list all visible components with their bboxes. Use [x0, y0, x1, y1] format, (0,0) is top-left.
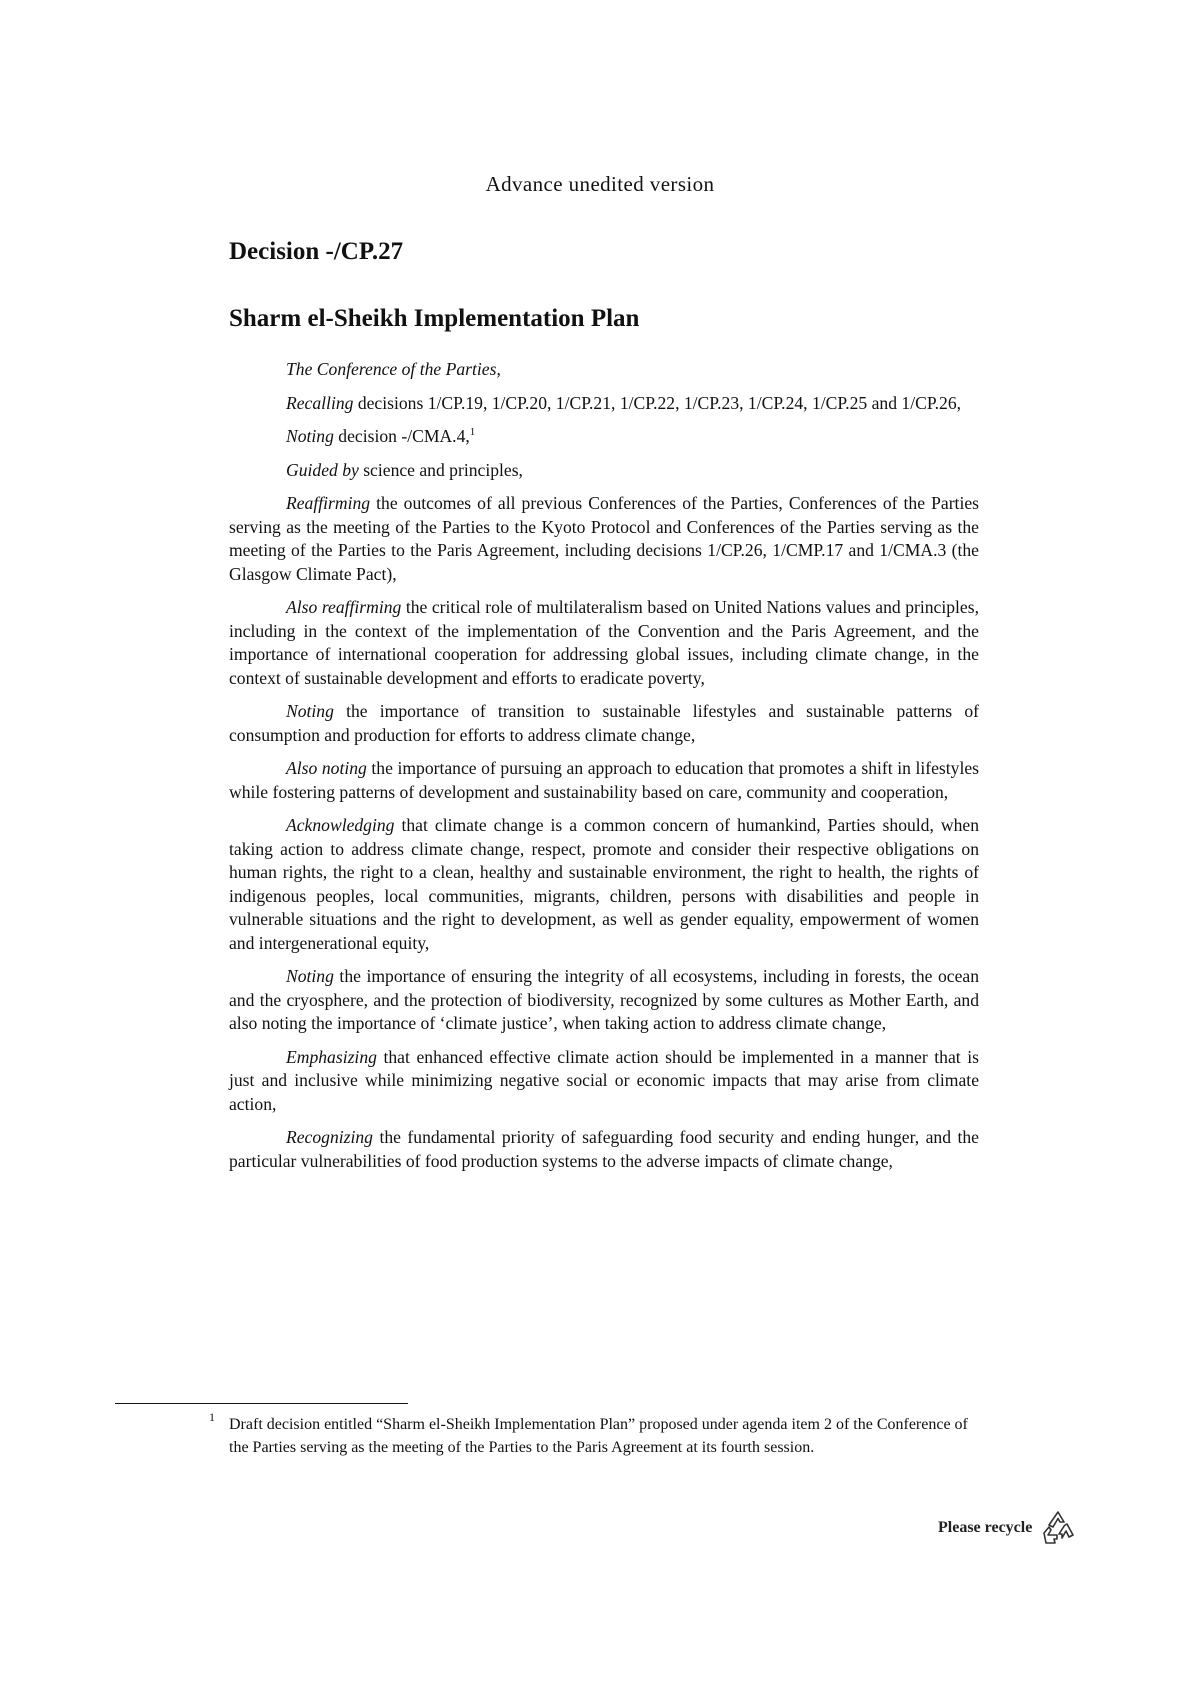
paragraph-text: science and principles, — [358, 459, 523, 480]
paragraph — [229, 358, 979, 382]
paragraph-text: the fundamental priority of safeguarding food security and ending hunger, and the particular vulnerabilities of food production systems to the adverse impacts of climate change, — [229, 1127, 979, 1171]
paragraph-lead: Noting — [286, 701, 334, 721]
footnote-reference[interactable]: 1 — [469, 426, 476, 439]
paragraph-lead: The Conference of the Parties — [286, 359, 497, 379]
paragraph-text: that enhanced effective climate action should be implemented in a manner that is just and inclusive while minimizing negative social or economic impacts that may arise from climate action, — [229, 1046, 979, 1114]
plan-title: Sharm el-Sheikh Implementation Plan — [229, 305, 640, 332]
paragraph-text: that climate change is a common concern of humankind, Parties should, when taking action to address climate change, respect, promote and consider their respective obligations on human rights, the right to a clean, healthy and sustainable environment, the right to health, the rights of indigenous peoples, local communities, migrants, children, persons with disabilities and people in vulnerable situations and the right to development, as well as gender equality, empowerment of women and intergenerational equity, — [229, 815, 979, 953]
decision-title: Decision -/CP.27 — [229, 238, 404, 265]
paragraph-lead: Acknowledging — [286, 815, 395, 835]
recycle-notice — [938, 1508, 1078, 1548]
paragraph-text: decisions 1/CP.19, 1/CP.20, 1/CP.21, 1/CP.22, 1/CP.23, 1/CP.24, 1/CP.25 and 1/CP.26, — [353, 392, 962, 413]
paragraph — [229, 965, 979, 1036]
paragraph-lead: Noting — [286, 966, 334, 986]
paragraph-lead: Guided by — [286, 459, 359, 480]
paragraph — [229, 492, 979, 586]
paragraph-lead: Noting — [286, 426, 334, 446]
footnote-divider — [115, 1403, 408, 1404]
paragraph-lead: Reaffirming — [286, 493, 371, 513]
paragraph-lead: Emphasizing — [286, 1046, 377, 1067]
paragraph-text: the importance of transition to sustainable lifestyles and sustainable patterns of consumption and production for efforts to address climate change, — [229, 701, 979, 745]
paragraph — [229, 1046, 979, 1117]
paragraph-lead: Also noting — [286, 758, 367, 778]
paragraph — [229, 425, 979, 449]
paragraph — [229, 1126, 979, 1173]
paragraph — [229, 814, 979, 955]
footnote-text: Draft decision entitled “Sharm el-Sheikh Implementation Plan” proposed under agenda item 2 of the Conference of the Parties serving as the meeting of the Parties to the Paris Agreement at its fourth session. — [229, 1416, 968, 1456]
paragraph-text: , — [496, 359, 501, 379]
version-note: Advance unedited version — [485, 172, 715, 196]
paragraph-text: the importance of pursuing an approach to education that promotes a shift in lifestyles while fostering patterns of development and sustainability based on care, community and cooperation, — [229, 758, 979, 802]
paragraph-lead: Recalling — [286, 392, 354, 413]
paragraph-text: the importance of ensuring the integrity of all ecosystems, including in forests, the ocean and the cryosphere, and the protection of biodiversity, recognized by some cultures as Mother Earth, and also noting the importance of ‘climate justice’, when taking action to address climate change, — [229, 966, 979, 1033]
paragraph — [229, 392, 979, 416]
recycle-icon — [1038, 1508, 1078, 1548]
paragraph-text: decision -/CMA.4, — [333, 426, 470, 446]
paragraph-lead: Recognizing — [286, 1127, 373, 1147]
decision-body — [229, 358, 979, 1183]
paragraph — [229, 757, 979, 804]
footnote-mark: 1 — [209, 1410, 215, 1424]
paragraph-text: the outcomes of all previous Conferences of the Parties, Conferences of the Parties serving as the meeting of the Parties to the Kyoto Protocol and Conferences of the Parties serving as the meeting of the Parties to the Paris Agreement, including decisions 1/CP.26, 1/CMP.17 and 1/CMA.3 (the Glasgow Climate Pact), — [229, 493, 979, 584]
paragraph — [229, 459, 979, 483]
paragraph-text: the critical role of multilateralism based on United Nations values and principles, including in the context of the implementation of the Convention and the Paris Agreement, and the importance of international cooperation for addressing global issues, including climate change, in the context of sustainable development and efforts to eradicate poverty, — [229, 597, 979, 688]
paragraph-lead: Also reaffirming — [286, 597, 402, 617]
recycle-label: Please recycle — [938, 1519, 1033, 1536]
paragraph — [229, 596, 979, 690]
paragraph — [229, 700, 979, 747]
